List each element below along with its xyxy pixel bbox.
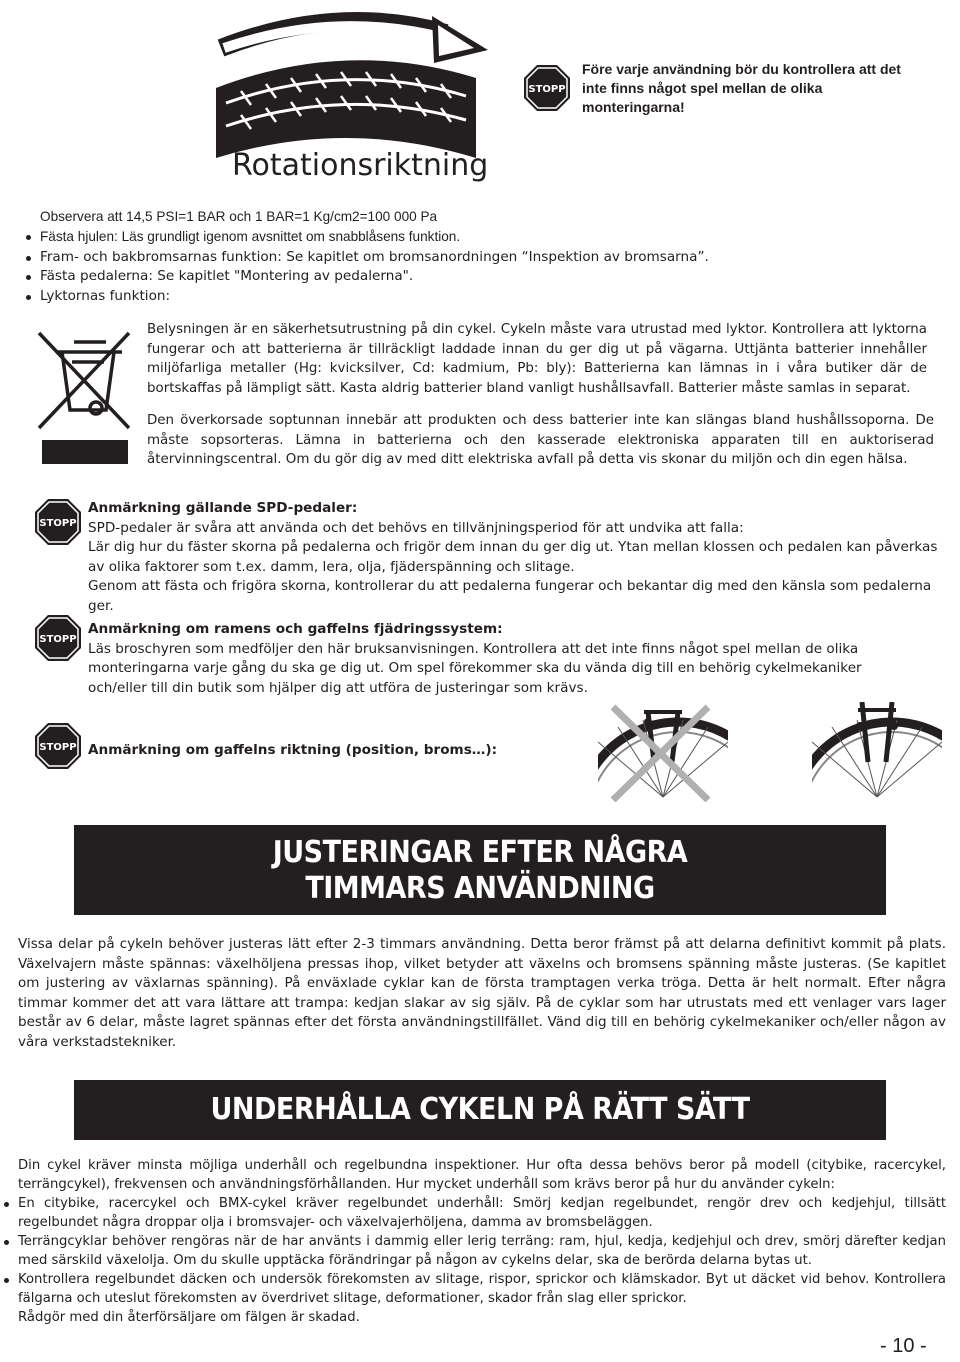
fork-wrong-illustration — [598, 702, 728, 802]
stop-sign-icon — [34, 614, 82, 662]
crossed-bin-icon — [34, 328, 134, 464]
stop-note-top: Före varje användning bör du kontrollera att det inte finns något spel mellan de olika monteringarna! — [582, 61, 901, 115]
stop-sign-icon — [523, 64, 571, 112]
pressure-note: Observera att 14,5 PSI=1 BAR och 1 BAR=1 Kg/cm2=100 000 Pa — [40, 209, 438, 224]
fork-heading: Anmärkning om gaffelns riktning (position, broms…): — [88, 742, 498, 758]
page-number: - 10 - — [880, 1335, 927, 1357]
adjust-banner — [74, 825, 886, 915]
list-item: Terrängcyklar behöver rengöras när de har använts i dammig eller lerig terräng: ram, hjul, kedja, kedjehjul och drev, smörj därefter kedjan med särskild växelolja. Om du skulle upptäcka förändringar på någon av cykelns delar, ska de berörda delarna bytas ut. — [18, 1232, 946, 1270]
spd-line: Genom att fästa och frigöra skorna, kontrollerar du att pedalerna fungerar och bekantar dig med den känsla som pedalerna ger. — [88, 578, 932, 614]
stop-sign-icon — [34, 498, 82, 546]
frame-text: Läs broschyren som medföljer den här bruksanvisningen. Kontrollera att det inte finns något spel mellan de olika monteringarna varje gång du ska ge dig ut. Om spel förekommer ska du vända dig till en behörig cykelmekaniker och/eller till din butik som hjälper dig att utföra de justeringar som krävs. — [88, 640, 862, 696]
bin-paragraph: Den överkorsade soptunnan innebär att produkten och dess batterier inte kan slängas bland hushållssoporna. De måste sopsorteras. Lämna in batterierna och den kasserade elektroniska apparaten till en auktoriserad återvinningscentral. Om du gör dig av med ditt elektriska avfall på detta vis skonar du miljön och din egen hälsa. — [147, 413, 934, 467]
list-item: En citybike, racercykel och BMX-cykel kräver regelbundet underhåll: Smörj kedjan regelbundet, rengör drev och kedjehjul, tillsätt regelbundet några droppar olja i bromsvajer- och växelvajerhöljena, damma av bromsbeläggen. — [18, 1194, 946, 1232]
svg-text:STOPP: STOPP — [39, 742, 77, 753]
fork-correct-illustration — [812, 702, 942, 802]
spd-line: SPD-pedaler är svåra att använda och det behövs en tillvänjningsperiod för att undvika att falla: — [88, 519, 744, 536]
list-item: Kontrollera regelbundet däcken och undersök förekomsten av slitage, rispor, sprickor och klämskador. Byt ut däcket vid behov. Kontrollera fälgarna och uteslut förekomsten av överdrivet slitage, deformationer, skador från slag eller sprickor. — [18, 1270, 946, 1308]
bullet-icon — [4, 1202, 9, 1207]
adjust-banner-line: TIMMARS ANVÄNDNING — [305, 871, 655, 906]
rotation-title: Rotationsriktning — [232, 148, 489, 183]
spd-line: Lär dig hur du fäster skorna på pedalerna och frigör dem innan du ger dig ut. Ytan mellan klossen och pedalen kan påverkas av olika faktorer som t.ex. damm, lera, olja, fjäderspänning och slitage. — [88, 539, 938, 575]
bullet-icon — [4, 1278, 9, 1283]
svg-text:STOPP: STOPP — [528, 84, 566, 95]
tire-tread-icon — [196, 8, 496, 158]
lights-paragraph: Belysningen är en säkerhetsutrustning på din cykel. Cykeln måste vara utrustad med lyktor. Kontrollera att lyktorna fungerar och att batterierna är tillräckligt laddade innan du ger dig ut på vägarna. Uttjänta batterier innehåller miljöfarliga metaller (Hg: kvicksilver, Cd: kadmium, Pb: bly): Batterierna kan lämnas in i våra butiker där de bortskaffas på lämpligt sätt. Kasta aldrig batterier bland vanligt hushållsavfall. Batterier måste samlas in separat. — [147, 322, 927, 396]
spd-section — [88, 499, 958, 616]
info-bullet-list — [24, 227, 744, 306]
frame-heading: Anmärkning om ramens och gaffelns fjädringssystem: — [88, 621, 503, 637]
stop-sign-icon — [34, 722, 82, 770]
maintain-banner — [74, 1080, 886, 1140]
list-item: Fästa pedalerna: Se kapitlet "Montering av pedalerna". — [24, 267, 744, 287]
list-item: Lyktornas funktion: — [24, 287, 744, 307]
adjust-banner-line: JUSTERINGAR EFTER NÅGRA — [272, 835, 688, 870]
maintain-section — [18, 1156, 946, 1327]
svg-text:STOPP: STOPP — [39, 518, 77, 529]
list-item: Fram- och bakbromsarnas funktion: Se kapitlet om bromsanordningen “Inspektion av bromsarna”. — [24, 248, 744, 268]
spd-heading: Anmärkning gällande SPD-pedaler: — [88, 500, 358, 516]
frame-section — [88, 620, 888, 698]
bullet-icon — [4, 1240, 9, 1245]
svg-text:STOPP: STOPP — [39, 634, 77, 645]
maintain-intro: Din cykel kräver minsta möjliga underhåll och regelbundna inspektioner. Hur ofta dessa behövs beror på modell (citybike, racercykel, terrängcykel), frekvensen och användningsförhållanden. Hur mycket underhåll som krävs beror på hur du använder cykeln: — [18, 1158, 946, 1192]
adjust-text: Vissa delar på cykeln behöver justeras lätt efter 2-3 timmars användning. Detta beror främst på att delarna definitivt kommit på plats. Växelvajern måste spännas: växelhöljena pressas ihop, vilket betyder att växelns och bromsens spänning måste justeras. (Se kapitlet om justering av växlarnas spänning). På enväxlade cyklar kan de första tramptagen verka tröga. Detta är helt normalt. Efter några timmar kommer det att vara lättare att trampa: kedjan slakar av sig själv. På de cyklar som har utrustats med ett venlager vars lager består av 6 delar, måste lagret spännas efter det första användningstillfället. Vänd dig till en behörig cykelmekaniker och/eller någon av våra verkstadstekniker. — [18, 936, 946, 1050]
list-item: Fästa hjulen: Läs grundligt igenom avsnittet om snabblåsens funktion. — [24, 227, 744, 248]
bullet-icon — [26, 295, 31, 300]
maintain-banner-title: UNDERHÅLLA CYKELN PÅ RÄTT SÄTT — [210, 1092, 750, 1127]
tire-rotation-illustration — [196, 8, 496, 158]
bullet-icon — [26, 275, 31, 280]
bullet-icon — [26, 256, 31, 261]
bullet-icon — [26, 235, 31, 240]
maintain-closing: Rådgör med din återförsäljare om fälgen är skadad. — [18, 1310, 360, 1325]
